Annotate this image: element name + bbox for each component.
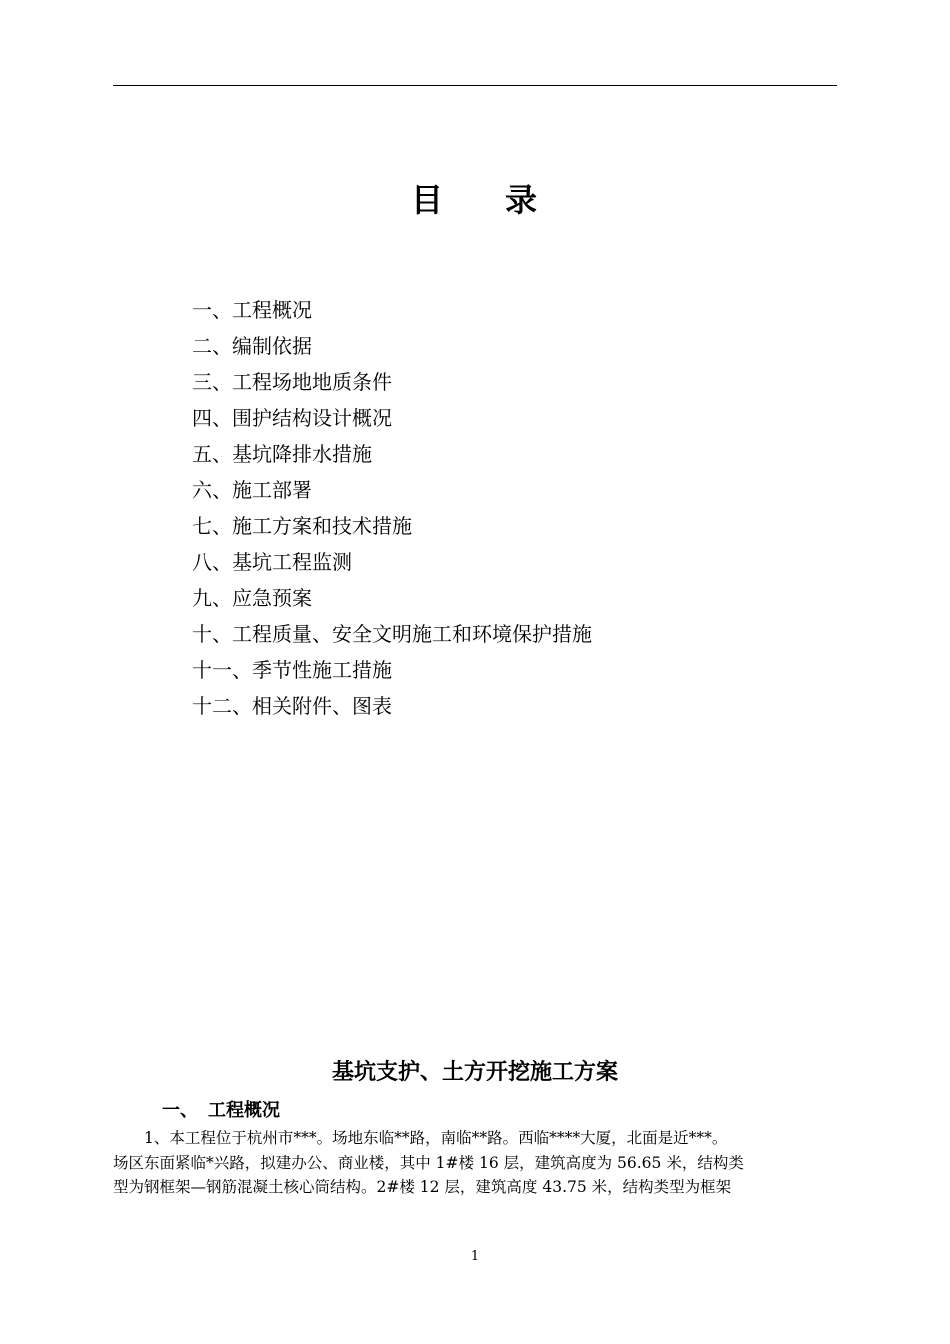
page-number: 1 (470, 1249, 480, 1264)
toc-item: 九、应急预案 (192, 586, 312, 610)
toc-item: 八、基坑工程监测 (192, 550, 352, 574)
toc-title-char-1: 目 (410, 181, 445, 219)
section-heading (162, 1097, 280, 1125)
paragraph-line: 场区东面紧临*兴路，拟建办公、商业楼，其中 1#楼 16 层，建筑高度为 56.65 米，结构类 (113, 1153, 744, 1172)
toc-item: 十二、相关附件、图表 (192, 694, 392, 718)
toc-title (0, 178, 950, 222)
toc-item: 七、施工方案和技术措施 (192, 514, 412, 538)
toc-item: 六、施工部署 (192, 478, 312, 502)
toc-title-char-2: 录 (505, 181, 540, 219)
section-title: 工程概况 (208, 1100, 280, 1121)
body-paragraph (113, 1126, 837, 1200)
toc-list (192, 292, 592, 724)
toc-item: 十一、季节性施工措施 (192, 658, 392, 682)
paragraph-line: 1、本工程位于杭州市***。场地东临**路，南临**路。西临****大厦，北面是近***。 (144, 1129, 728, 1147)
section-number: 一、 (162, 1100, 198, 1121)
toc-item: 二、编制依据 (192, 334, 312, 358)
toc-item: 十、工程质量、安全文明施工和环境保护措施 (192, 622, 592, 646)
header-rule (113, 85, 837, 86)
paragraph-line: 型为钢框架—钢筋混凝土核心筒结构。2#楼 12 层，建筑高度 43.75 米，结构类型为框架 (113, 1178, 732, 1196)
toc-item: 三、工程场地地质条件 (192, 370, 392, 394)
toc-item: 五、基坑降排水措施 (192, 442, 372, 466)
toc-item: 四、围护结构设计概况 (192, 406, 392, 430)
document-title: 基坑支护、土方开挖施工方案 (331, 1060, 618, 1085)
toc-item: 一、工程概况 (192, 298, 312, 322)
